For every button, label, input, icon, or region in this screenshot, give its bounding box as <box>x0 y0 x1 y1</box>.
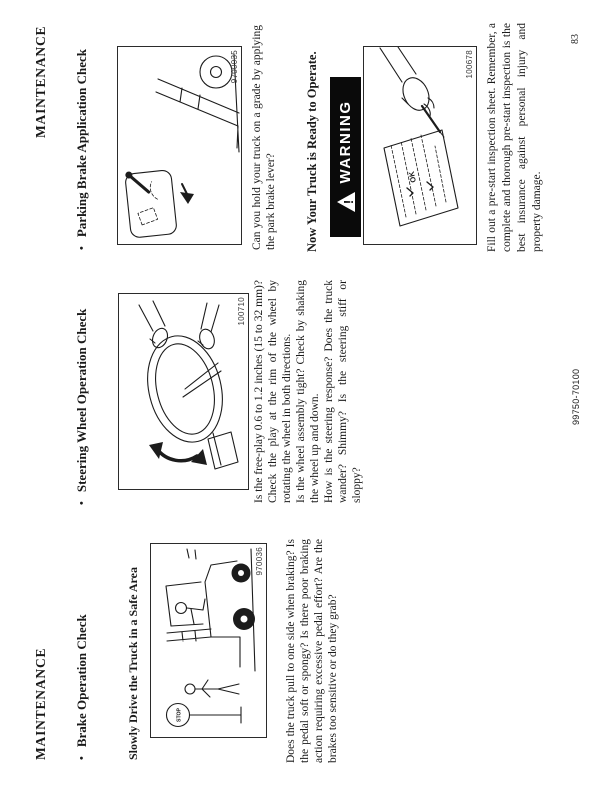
bullet-icon: • <box>76 756 88 760</box>
parking-brake-figure <box>117 46 242 245</box>
steering-body-text <box>252 280 364 503</box>
steering-paragraph-3: How is the steering response? Does the truck wander? Shimmy? Is the steering stiff or sloppy? <box>323 280 363 503</box>
console <box>208 432 238 469</box>
steering-check-figure <box>118 293 249 490</box>
brake-check-figure <box>150 543 267 738</box>
steering-heading-label: Steering Wheel Operation Check <box>74 308 89 493</box>
brake-body-text: Does the truck pull to one side when braking? Is the pedal soft or spongy? Is there poor braking action requiring excessive pedal effort? Are the brakes too sensitive or do they grab? <box>285 539 339 763</box>
motion-lines <box>187 549 196 559</box>
hands <box>139 301 219 351</box>
stop-sign <box>167 704 242 727</box>
figure-number: 970036 <box>255 547 264 576</box>
brake-subheading: Slowly Drive the Truck in a Safe Area <box>126 567 140 760</box>
page-number: 83 <box>570 34 581 44</box>
warning-label: WARNING <box>337 100 354 184</box>
ready-body-text: Fill out a pre-start inspection sheet. Remember, a complete and thorough pre-start inspection is the best insurance against personal injury and property damage. <box>486 23 543 252</box>
forklift-stop-illustration <box>151 544 266 737</box>
inspection-sheet <box>384 130 458 226</box>
steering-wheel-illustration <box>119 294 248 489</box>
steering-section-heading <box>74 309 90 505</box>
figure-number: 100678 <box>465 50 474 79</box>
warning-banner <box>330 77 361 237</box>
bullet-icon: • <box>76 246 88 250</box>
brake-heading-label: Brake Operation Check <box>74 614 89 748</box>
brake-section-heading <box>74 614 90 760</box>
svg-text:OK: OK <box>406 170 418 184</box>
steering-paragraph-2: Is the wheel assembly tight? Check by shaking the wheel up and down. <box>295 280 321 503</box>
right-page-header: MAINTENANCE <box>33 25 48 138</box>
ready-heading: Now Your Truck is Ready to Operate. <box>305 51 319 252</box>
steering-column <box>183 363 221 397</box>
parking-section-heading <box>74 49 90 250</box>
writing-hand <box>380 47 444 137</box>
left-page-header: MAINTENANCE <box>33 647 48 760</box>
person-figure <box>185 680 239 697</box>
bullet-icon: • <box>76 501 88 505</box>
floor-plate <box>125 167 178 238</box>
doc-code: 99750-70100 <box>571 368 581 425</box>
pen <box>422 106 440 132</box>
svg-text:!: ! <box>340 200 356 205</box>
steering-paragraph-1: Is the free-play 0.6 to 1.2 inches (15 to 32 mm)? Check the play at the rim of the wheel by rotating the wheel in both directions. <box>253 280 293 503</box>
parking-body-text: Can you hold your truck on a grade by applying the park brake lever? <box>251 25 277 250</box>
park-brake-lever-illustration <box>118 47 241 244</box>
prestart-inspection-figure <box>363 46 477 245</box>
checklist-hand-illustration <box>364 47 476 244</box>
forklift-sketch <box>166 549 255 667</box>
mast-and-wheel <box>156 54 239 152</box>
svg-text:STOP: STOP <box>176 707 183 723</box>
figure-number: 9700035 <box>230 50 239 84</box>
figure-number: 100710 <box>237 297 246 326</box>
rotate-arrow-icon <box>149 442 207 465</box>
warning-triangle-icon <box>336 192 356 214</box>
parking-heading-label: Parking Brake Application Check <box>74 48 89 238</box>
